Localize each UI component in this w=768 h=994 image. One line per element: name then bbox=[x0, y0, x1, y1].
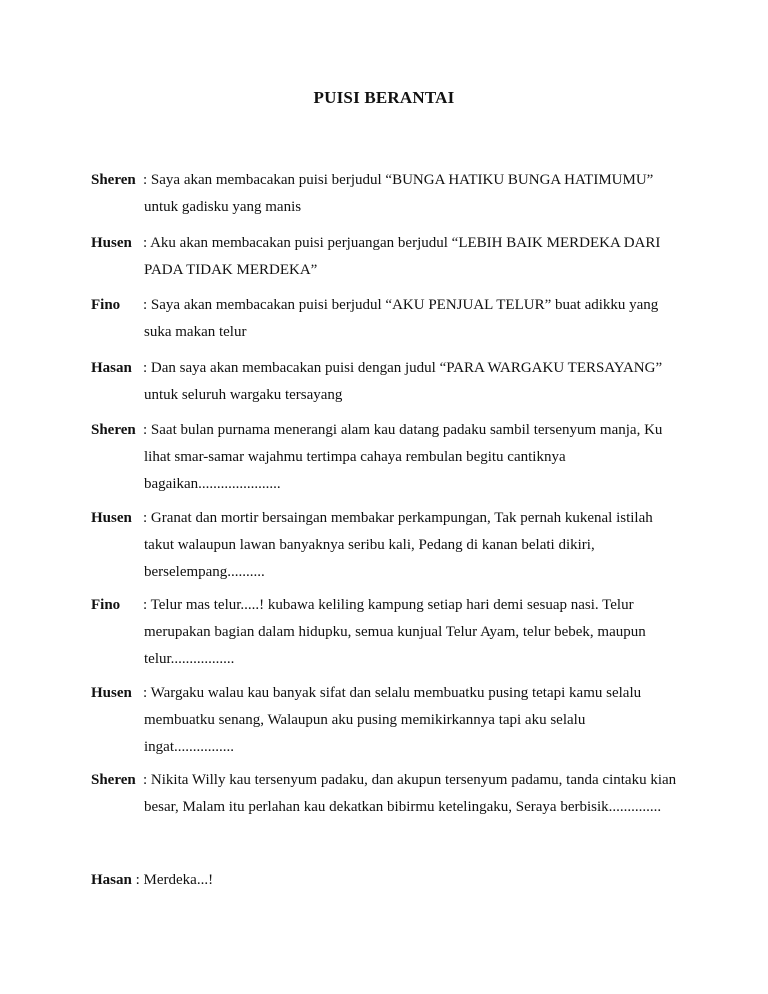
speaker-name: Sheren bbox=[91, 172, 136, 188]
dialogue-line: : Aku akan membacakan puisi perjuangan berjudul “LEBIH BAIK MERDEKA DARI bbox=[143, 235, 661, 251]
dialogue-line: : Saya akan membacakan puisi berjudul “BUNGA HATIKU BUNGA HATIMUMU” bbox=[143, 172, 654, 188]
speaker-name: Husen bbox=[91, 235, 132, 251]
dialogue-line: merupakan bagian dalam hidupku, semua kunjual Telur Ayam, telur bebek, maupun bbox=[144, 624, 646, 640]
speaker-name: Husen bbox=[91, 685, 132, 701]
dialogue-line: : Merdeka...! bbox=[135, 872, 214, 888]
dialogue-line: ingat................ bbox=[144, 739, 234, 755]
speaker-name: Hasan bbox=[91, 360, 132, 376]
speaker-name: Fino bbox=[91, 597, 121, 613]
dialogue-line: membuatku senang, Walaupun aku pusing memikirkannya tapi aku selalu bbox=[144, 712, 586, 728]
dialogue-line: lihat smar-samar wajahmu tertimpa cahaya rembulan begitu cantiknya bbox=[144, 449, 566, 465]
dialogue-line: PADA TIDAK MERDEKA” bbox=[144, 262, 318, 278]
dialogue-entry bbox=[91, 872, 691, 889]
dialogue-line: : Granat dan mortir bersaingan membakar perkampungan, Tak pernah kukenal istilah bbox=[143, 510, 653, 526]
dialogue-line: bagaikan...................... bbox=[144, 476, 281, 492]
page-title: PUISI BERANTAI bbox=[313, 88, 455, 107]
dialogue-line: : Saya akan membacakan puisi berjudul “AKU PENJUAL TELUR” buat adikku yang bbox=[143, 297, 659, 313]
dialogue-line: untuk gadisku yang manis bbox=[144, 199, 302, 215]
speaker-name: Husen bbox=[91, 510, 132, 526]
speaker-name: Sheren bbox=[91, 422, 136, 438]
speaker-name: Hasan bbox=[91, 872, 132, 888]
speaker-name: Fino bbox=[91, 297, 121, 313]
speaker-name: Sheren bbox=[91, 772, 136, 788]
dialogue-line: : Nikita Willy kau tersenyum padaku, dan akupun tersenyum padamu, tanda cintaku kian bbox=[143, 772, 677, 788]
dialogue-line: berselempang.......... bbox=[144, 564, 265, 580]
dialogue-line: : Dan saya akan membacakan puisi dengan judul “PARA WARGAKU TERSAYANG” bbox=[143, 360, 663, 376]
dialogue-line: suka makan telur bbox=[144, 324, 247, 340]
dialogue-line: : Wargaku walau kau banyak sifat dan selalu membuatku pusing tetapi kamu selalu bbox=[143, 685, 642, 701]
dialogue-line: : Telur mas telur.....! kubawa keliling kampung setiap hari demi sesuap nasi. Telur bbox=[143, 597, 634, 613]
dialogue-line: telur................. bbox=[144, 651, 235, 667]
dialogue-line: takut walaupun lawan banyaknya seribu kali, Pedang di kanan belati dikiri, bbox=[144, 537, 595, 553]
dialogue-line: untuk seluruh wargaku tersayang bbox=[144, 387, 343, 403]
dialogue-line: : Saat bulan purnama menerangi alam kau datang padaku sambil tersenyum manja, Ku bbox=[143, 422, 663, 438]
dialogue-line: besar, Malam itu perlahan kau dekatkan bibirmu ketelingaku, Seraya berbisik.............. bbox=[144, 799, 662, 815]
